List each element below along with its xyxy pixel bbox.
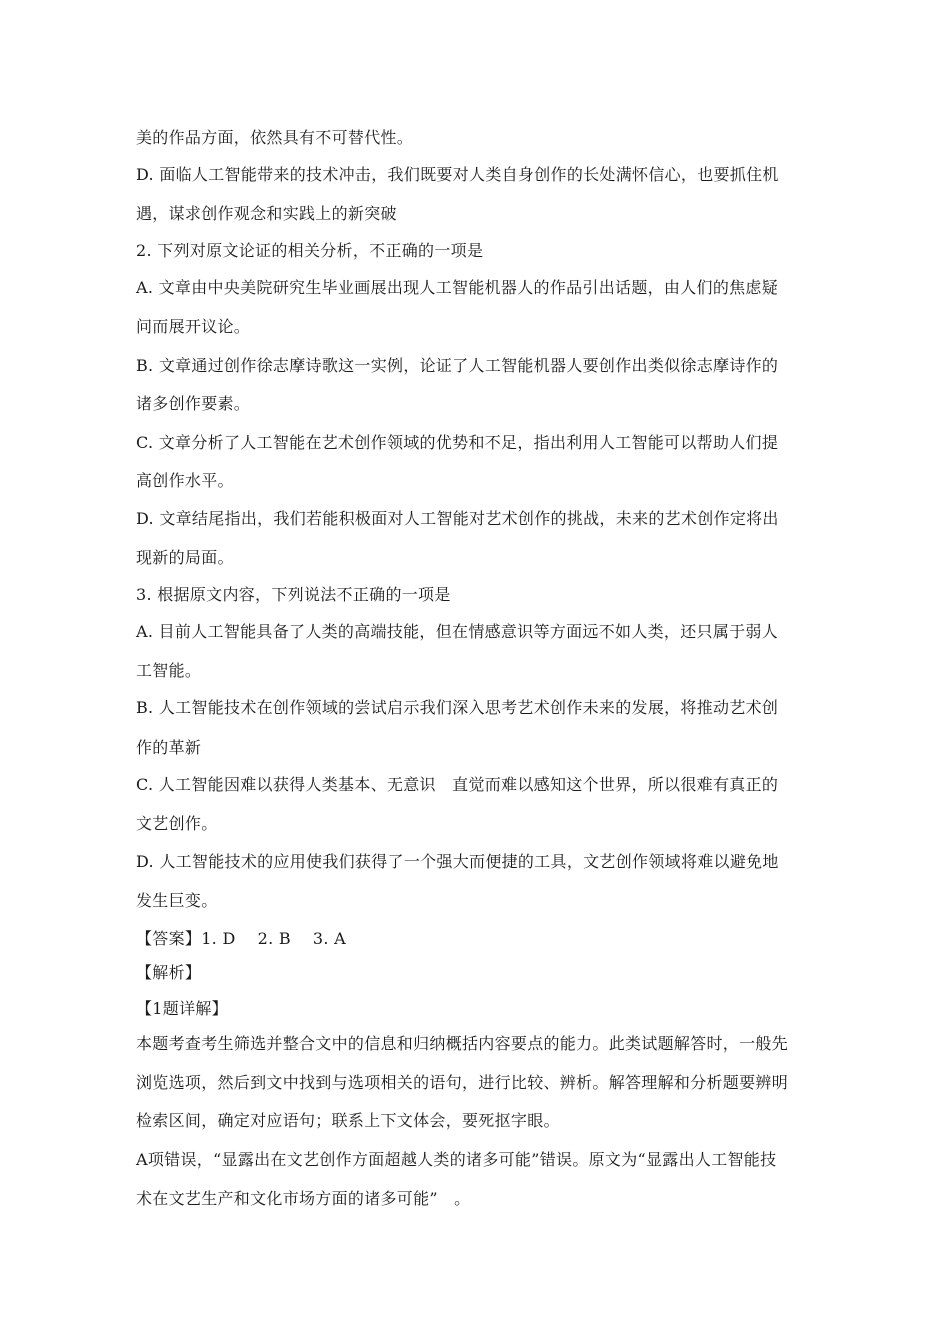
text-line: 工智能。 [136,661,202,680]
option-d: D. 人工智能技术的应用使我们获得了一个强大而便捷的工具，文艺创作领域将难以避免地 [136,852,779,871]
text-line: 诸多创作要素。 [136,394,251,413]
answer-line [136,929,816,949]
answer-2: 2. B [257,929,291,948]
question-1-detail-heading: 【1题详解】 [136,999,228,1018]
question-3: 3. 根据原文内容，下列说法不正确的一项是 [136,585,451,604]
question-2: 2. 下列对原文论证的相关分析，不正确的一项是 [136,241,484,260]
option-c: C. 文章分析了人工智能在艺术创作领域的优势和不足，指出利用人工智能可以帮助人们提 [136,433,779,452]
option-b: B. 文章通过创作徐志摩诗歌这一实例，论证了人工智能机器人要创作出类似徐志摩诗作的 [136,356,779,375]
option-b: B. 人工智能技术在创作领域的尝试启示我们深入思考艺术创作未来的发展，将推动艺术创 [136,698,779,717]
analysis-paragraph-line: 检索区间，确定对应语句；联系上下文体会，要死抠字眼。 [136,1111,560,1130]
text-line: 遇，谋求创作观念和实践上的新突破 [136,204,397,223]
answer-label: 【答案】 [136,929,202,948]
text-line: 文艺创作。 [136,814,218,833]
text-line: 作的革新 [136,738,202,757]
text-line: 高创作水平。 [136,471,234,490]
analysis-paragraph-line: A项错误，“显露出在文艺创作方面超越人类的诸多可能”错误。原文为“显露出人工智能技 [136,1150,777,1169]
option-a: A. 文章由中央美院研究生毕业画展出现人工智能机器人的作品引出话题，由人们的焦虑疑 [136,278,779,297]
answer-3: 3. A [312,929,347,948]
option-c: C. 人工智能因难以获得人类基本、无意识 直觉而难以感知这个世界，所以很难有真正的 [136,775,779,794]
analysis-paragraph-line: 术在文艺生产和文化市场方面的诸多可能” 。 [136,1189,471,1208]
option-d: D. 文章结尾指出，我们若能积极面对人工智能对艺术创作的挑战，未来的艺术创作定将出 [136,509,779,528]
text-line: 问而展开议论。 [136,317,251,336]
analysis-paragraph-line: 浏览选项，然后到文中找到与选项相关的语句，进行比较、辨析。解答理解和分析题要辨明 [136,1073,789,1092]
analysis-heading: 【解析】 [136,963,202,982]
text-line: 发生巨变。 [136,891,218,910]
option-a: A. 目前人工智能具备了人类的高端技能，但在情感意识等方面远不如人类，还只属于弱人 [136,622,779,641]
analysis-paragraph-line: 本题考查考生筛选并整合文中的信息和归纳概括内容要点的能力。此类试题解答时，一般先 [136,1034,789,1053]
option-d: D. 面临人工智能带来的技术冲击，我们既要对人类自身创作的长处满怀信心，也要抓住机 [136,165,779,184]
text-line: 美的作品方面，依然具有不可替代性。 [136,128,414,147]
answer-1: 1. D [201,929,236,948]
text-line: 现新的局面。 [136,548,234,567]
